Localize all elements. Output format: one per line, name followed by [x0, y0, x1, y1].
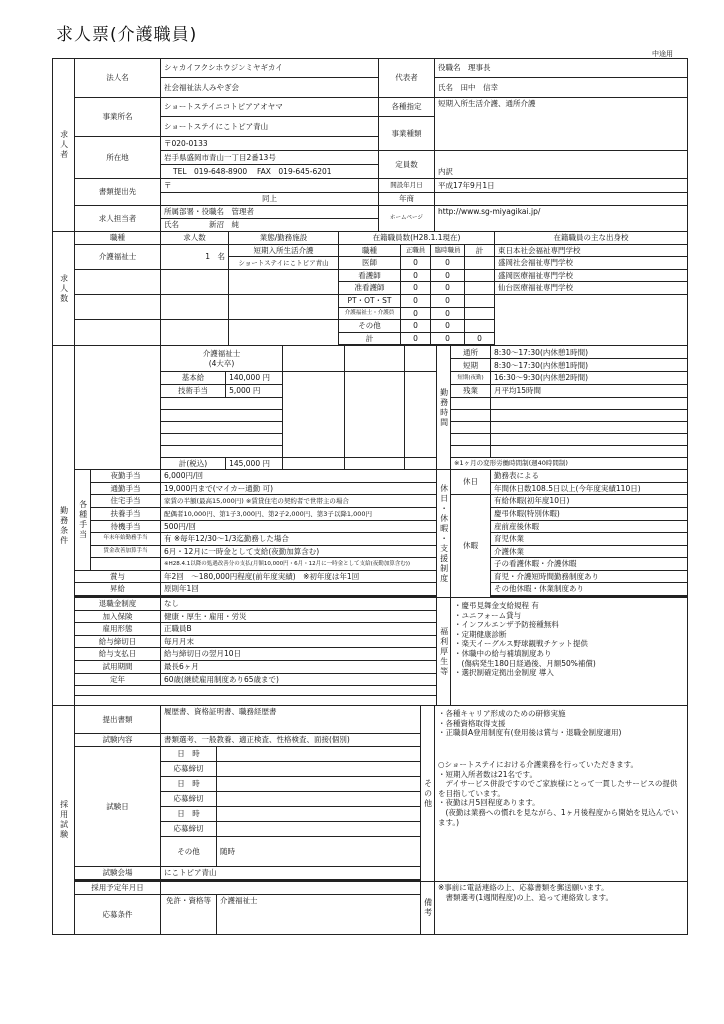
pay-empty-row [161, 421, 283, 433]
exam-date-row-label: 日 時 [161, 747, 217, 762]
staff-grand-temp: 0 [431, 332, 465, 345]
base-pay: 140,000 円 [229, 373, 270, 383]
exam-date-value [217, 747, 421, 762]
job-type: 介護福祉士 [75, 244, 161, 269]
pay-col-4 [405, 457, 437, 470]
hours-label: 残業 [451, 384, 491, 397]
contact-name: 新沼 純 [209, 220, 239, 230]
pay-empty-row [161, 445, 283, 457]
rep-name: 田中 信幸 [460, 82, 498, 92]
leave-line: 子の看護休暇・介護休暇 [491, 558, 688, 571]
allowance-value: 19,000円まで(マイカー通勤 可) [161, 482, 437, 495]
staff-total [465, 269, 495, 282]
exam-deadline-value [217, 822, 421, 837]
job-type-empty [75, 320, 161, 346]
hours-value: 月平均15時間 [491, 384, 688, 397]
others-item [438, 738, 684, 760]
school-item: 盛岡医療福祉専門学校 [495, 269, 688, 282]
exam-other-label: その他 [161, 837, 217, 867]
welfare-item: ・楽天イーグルス野球観戦チケット提供 [454, 639, 588, 649]
allowance-value: 6月・12月に一時金として支給(夜勤加算含む) [161, 545, 437, 558]
holiday-line: 勤務表による [491, 470, 688, 483]
pay-col-3 [345, 346, 405, 372]
exam-date-row-label: 日 時 [161, 777, 217, 792]
leave-line: 産前産後休暇 [491, 520, 688, 533]
rep-title: 理事長 [468, 63, 491, 73]
staff-grand-total: 0 [465, 332, 495, 345]
staff-total [465, 320, 495, 333]
business-form-empty [229, 294, 339, 319]
staff-total [465, 307, 495, 320]
allowance-value: 6,000円/回 [161, 470, 437, 483]
exam-venue: にこトピア青山 [161, 867, 421, 880]
exam-date-row-label: 日 時 [161, 807, 217, 822]
designation-label: 各種指定 [379, 98, 435, 117]
pay-job-subtitle: (4大卒) [208, 358, 235, 368]
hours-value: 8:30〜17:30(内休憩1時間) [491, 346, 688, 359]
allowance-label: 夜勤手当 [91, 470, 161, 483]
hours-empty [451, 409, 491, 421]
staff-full: 0 [401, 282, 431, 295]
staff-type: その他 [339, 320, 401, 333]
exam-content-label: 試験内容 [75, 734, 161, 747]
hours-label: 通所 [451, 346, 491, 359]
license-label: 免許・資格等 [161, 894, 217, 934]
business-type-label: 事業種類 [379, 117, 435, 151]
staff-temp: 0 [431, 294, 465, 307]
exam-deadline-label: 応募締切 [161, 792, 217, 807]
pay-blank [75, 346, 161, 470]
contact-name-label: 氏名 [164, 220, 179, 230]
allowance-label: 待機手当 [91, 520, 161, 533]
pay-empty-row [161, 433, 283, 445]
postal-code: 〒020-0133 [161, 137, 379, 151]
skill-pay-cell [161, 384, 283, 397]
staff-temp-header: 臨時職員 [431, 244, 465, 257]
office-name-kana: ショートステイニコトピアアオヤマ [161, 98, 379, 117]
business-form-header: 業態/勤務施設 [229, 232, 339, 245]
school-item: 東日本社会福祉専門学校 [495, 244, 688, 257]
payday-label: 給与支払日 [75, 648, 161, 661]
staff-grand-full: 0 [401, 332, 431, 345]
bonus: 年2回 〜180,000円程度(前年度実績) ※初年度は年1回 [161, 570, 437, 583]
staff-type: 看護師 [339, 269, 401, 282]
opening-count: 1 名 [161, 244, 229, 269]
allowance-value: 有 ※毎年12/30〜1/3迄勤務した場合 [161, 533, 437, 546]
business-form-empty [229, 269, 339, 294]
others-item: ・各種キャリア形成のための研修実施 [438, 709, 566, 719]
others-item: ・短期入所者数は21名です。 [438, 769, 537, 779]
exam-deadline-label: 応募締切 [161, 762, 217, 777]
payday: 給与締切日の翌月10日 [161, 648, 437, 661]
leave-label: 休暇 [451, 495, 491, 598]
base-pay-label: 基本給 [161, 372, 226, 384]
exam-date-value [217, 777, 421, 792]
hours-empty [451, 421, 491, 433]
hire-date [161, 882, 421, 895]
staff-full: 0 [401, 320, 431, 333]
staff-temp: 0 [431, 282, 465, 295]
hours-empty [491, 445, 688, 457]
corp-name-kana: シャカイフクシホウジンミヤギカイ [161, 59, 379, 78]
pay-cutoff: 毎月月末 [161, 635, 437, 648]
allowance-label: 扶養手当 [91, 507, 161, 520]
others-item: ・各種資格取得支援 [438, 718, 506, 728]
remarks-section-label: 備考 [421, 882, 435, 935]
allowance-label: 賃金改善加算手当 [91, 545, 161, 558]
staff-full: 0 [401, 307, 431, 320]
pay-empty-row [161, 397, 283, 409]
leave-line: 有給休暇(初年度10日) [491, 495, 688, 508]
business-form-2: ショートステイにこトピア青山 [229, 257, 339, 270]
docs-same: 同上 [161, 193, 379, 206]
staff-total-header: 計 [465, 244, 495, 257]
openings-section-label: 求人数 [53, 232, 75, 346]
requirements-label: 応募条件 [75, 894, 161, 934]
pay-col-2 [283, 372, 345, 457]
welfare-section-label: 福利厚生等 [437, 598, 451, 706]
hours-empty [491, 433, 688, 445]
annual-sales-label: 年商 [379, 193, 435, 206]
welfare-list [451, 598, 688, 706]
remarks-item: ※事前に電話連絡の上、応募書類を郵送願います。 [438, 883, 609, 893]
allowance-label-empty [91, 558, 161, 571]
hours-note: ※1ヶ月の変形労働時間制(週40時間制) [451, 457, 688, 470]
page-title: 求人票(介護職員) [56, 25, 198, 45]
hire-date-label: 採用予定年月日 [75, 882, 161, 895]
retirement-age: 60歳(継続雇用制度あり65歳まで) [161, 673, 437, 686]
office-name-label: 事業所名 [75, 98, 161, 137]
others-item: (夜勤は業務への慣れを見ながら、1ヶ月後程度から開始を見込んでいます。) [438, 807, 679, 827]
allowance-note: ※H28.4.1以降の処遇改善分の支払(月額10,000円・6月・12月に一時金として支給(夜勤加算含む)) [161, 558, 437, 571]
capacity: 内訳 [435, 151, 688, 179]
welfare-item: ・定期健康診断 [454, 629, 507, 639]
business-type: 短期入所生活介護、通所介護 [435, 98, 688, 151]
retirement-pay-label: 退職金制度 [75, 598, 161, 611]
staff-full: 0 [401, 269, 431, 282]
school-item: 仙台医療福祉専門学校 [495, 282, 688, 295]
required-docs-label: 提出書類 [75, 706, 161, 734]
staff-temp: 0 [431, 257, 465, 270]
welfare-item: ・休職中の給与補填制度あり [454, 649, 552, 659]
opened-date: 平成17年9月1日 [435, 179, 688, 193]
hours-label: 短期 [451, 359, 491, 372]
staff-full: 0 [401, 257, 431, 270]
exam-deadline-label: 応募締切 [161, 822, 217, 837]
hours-empty [451, 397, 491, 409]
allowance-label: 通勤手当 [91, 482, 161, 495]
holiday-line: 年間休日数108.5日以上(今年度実績110日) [491, 482, 688, 495]
docs-destination-label: 書類提出先 [75, 179, 161, 206]
staff-type: 准看護師 [339, 282, 401, 295]
homepage-link[interactable]: http://www.sg-miyagikai.jp/ [435, 206, 688, 232]
staff-total [465, 257, 495, 270]
exam-date-value [217, 807, 421, 822]
others-item: ・正職員A登用制度有(登用後は賞与・退職金制度適用) [438, 728, 622, 738]
homepage-label: ホームページ [379, 206, 435, 232]
welfare-item: ・慶弔見舞金支給規程 有 [454, 601, 539, 611]
pay-cutoff-label: 給与締切日 [75, 635, 161, 648]
skill-pay: 5,000 円 [229, 385, 261, 395]
staff-type: 介護福祉士・介護員 [339, 307, 401, 320]
address-label: 所在地 [75, 137, 161, 179]
employment-type-label: 雇用形態 [75, 623, 161, 636]
employer-section-label: 求人者 [53, 59, 75, 232]
leave-line: 育児・介護短時間勤務制度あり [491, 570, 688, 583]
pay-empty-row [161, 409, 283, 421]
raise-label: 昇給 [75, 583, 161, 596]
insurance: 健康・厚生・雇用・労災 [161, 610, 437, 623]
staff-temp: 0 [431, 307, 465, 320]
allowance-value: 配偶者10,000円、第1子3,000円、第2子2,000円、第3子以降1,000円 [161, 507, 437, 520]
retirement-age-label: 定年 [75, 673, 161, 686]
retirement-pay: なし [161, 598, 437, 611]
staff-total [465, 294, 495, 307]
employer-table [52, 58, 688, 232]
conditions-section-label: 勤務条件 [53, 346, 75, 706]
contact-label: 求人担当者 [75, 206, 161, 232]
opening-count-empty [161, 294, 229, 319]
base-pay-cell [161, 372, 283, 385]
opening-count-empty [161, 269, 229, 294]
welfare-item: ・インフルエンザ予防接種無料 [454, 620, 559, 630]
representative-label: 代表者 [379, 59, 435, 98]
bonus-label: 賞与 [75, 570, 161, 583]
allowance-label: 年末年始勤務手当 [91, 533, 161, 546]
required-docs: 履歴書、資格証明書、職務経歴書 [161, 706, 421, 734]
trial-period-label: 試用期間 [75, 661, 161, 674]
exam-deadline-value [217, 792, 421, 807]
staff-full: 0 [401, 294, 431, 307]
exam-content: 書類選考、一般教養、適正検査、性格検査、面接(個別) [161, 734, 421, 747]
business-form-empty [229, 320, 339, 346]
rep-title-label: 役職名 [438, 63, 461, 73]
remarks-list [435, 882, 688, 935]
contact-dept-cell [161, 206, 379, 219]
opening-count-empty [161, 320, 229, 346]
annual-sales [435, 193, 688, 206]
allowance-value: 500円/回 [161, 520, 437, 533]
welfare-item: ・選択制確定拠出金制度 導入 [454, 668, 554, 678]
form-type-label: 中途用 [652, 50, 673, 58]
leave-line: 慶弔休暇(特別休暇) [491, 507, 688, 520]
welfare-item: ・ユニフォーム貸与 [454, 610, 522, 620]
exam-other-value: 随時 [217, 837, 421, 867]
license: 介護福祉士 [217, 894, 421, 934]
staff-grand-type: 計 [339, 332, 401, 345]
staff-type: 医師 [339, 257, 401, 270]
hours-empty [451, 433, 491, 445]
address: 岩手県盛岡市青山一丁目2番13号 [161, 151, 379, 165]
schools-header: 在籍職員の主な出身校 [495, 232, 688, 245]
employment-type: 正職員B [161, 623, 437, 636]
capacity-label: 定員数 [379, 151, 435, 179]
insurance-label: 加入保険 [75, 610, 161, 623]
exam-venue-label: 試験会場 [75, 867, 161, 880]
allowance-value: 家賃の半額(最高15,000円) ※賃貸住宅の契約者で世帯主の場合 [161, 495, 437, 508]
pay-col-2 [283, 457, 345, 470]
pay-col-3 [345, 372, 405, 457]
total-pay-label: 計(税込) [161, 458, 226, 470]
office-name: ショートステイにこトピア青山 [161, 117, 379, 137]
staff-total [465, 282, 495, 295]
rep-title-cell [435, 59, 688, 78]
pay-job-title-cell [161, 346, 283, 372]
hours-empty [491, 421, 688, 433]
schools-empty [495, 294, 688, 345]
job-type-empty [75, 294, 161, 319]
contact-name-cell [161, 219, 379, 232]
holiday-section-label: 休日・休暇・支援制度 [437, 470, 451, 598]
job-type-empty [75, 269, 161, 294]
exam-section-label: 採用試験 [53, 706, 75, 935]
remarks-item: 書類選考(1週間程度)の上、追って連絡致します。 [438, 892, 614, 902]
pay-col-2 [283, 346, 345, 372]
trial-period: 最長6ヶ月 [161, 661, 437, 674]
corp-name: 社会福祉法人みやぎ会 [161, 78, 379, 98]
conditions-empty [75, 686, 437, 696]
opened-label: 開設年月日 [379, 179, 435, 193]
hours-empty [491, 397, 688, 409]
holiday-label: 休日 [451, 470, 491, 495]
conditions-table [52, 345, 688, 706]
opening-count-header: 求人数 [161, 232, 229, 245]
rep-name-label: 氏名 [438, 82, 453, 92]
allowances-label: 各種手当 [75, 470, 91, 571]
pay-col-4 [405, 346, 437, 372]
others-item: ・夜勤は月5回程度あります。 [438, 798, 540, 808]
openings-table [52, 231, 688, 346]
exam-table [52, 705, 688, 935]
staff-full-header: 正職員 [401, 244, 431, 257]
rep-name-cell [435, 78, 688, 98]
others-section-label: その他 [421, 706, 435, 882]
total-pay-cell [161, 457, 283, 470]
school-item: 盛岡社会福祉専門学校 [495, 257, 688, 270]
hours-label: 短期(夜勤) [451, 372, 491, 385]
conditions-empty [75, 696, 437, 706]
job-offer-sheet [52, 58, 688, 935]
corp-name-label: 法人名 [75, 59, 161, 98]
pay-job-title: 介護福祉士 [202, 349, 241, 359]
hours-empty [451, 445, 491, 457]
contact-dept-label: 所属部署・役職名 [164, 207, 224, 217]
hours-value: 8:30〜17:30(内休憩1時間) [491, 359, 688, 372]
allowance-label: 住宅手当 [91, 495, 161, 508]
tel-fax: TEL 019-648-8900 FAX 019-645-6201 [161, 165, 379, 179]
business-form-1: 短期入所生活介護 [229, 244, 339, 257]
hours-section-label: 勤務時間 [437, 346, 451, 470]
pay-col-4 [405, 372, 437, 457]
hours-value: 16:30〜9:30(内休憩2時間) [491, 372, 688, 385]
staff-type-header: 職種 [339, 244, 401, 257]
welfare-item: (傷病発生180日経過後、月額50%補償) [454, 658, 596, 668]
leave-line: 介護休業 [491, 545, 688, 558]
docs-postal: 〒 [161, 179, 379, 193]
exam-date-label: 試験日 [75, 747, 161, 867]
leave-line: 育児休業 [491, 533, 688, 546]
pay-col-3 [345, 457, 405, 470]
total-pay: 145,000 円 [229, 458, 270, 468]
leave-line: その他休暇・休業制度あり [491, 583, 688, 596]
others-list [435, 706, 688, 882]
contact-dept: 管理者 [231, 207, 254, 217]
staff-type: PT・OT・ST [339, 294, 401, 307]
staff-temp: 0 [431, 269, 465, 282]
staff-count-header: 在籍職員数(H28.1.1現在) [339, 232, 495, 245]
others-item: デイサービス併設ですのでご家族様にとって一貫したサービスの提供を目指しています。 [438, 779, 678, 798]
others-item: ○ショートステイにおける介護業務を行っていただきます。 [438, 760, 639, 769]
raise: 原則年1回 [161, 583, 437, 596]
staff-temp: 0 [431, 320, 465, 333]
exam-deadline-value [217, 762, 421, 777]
job-type-header: 職種 [75, 232, 161, 245]
skill-pay-label: 技術手当 [161, 385, 226, 397]
hours-empty [491, 409, 688, 421]
